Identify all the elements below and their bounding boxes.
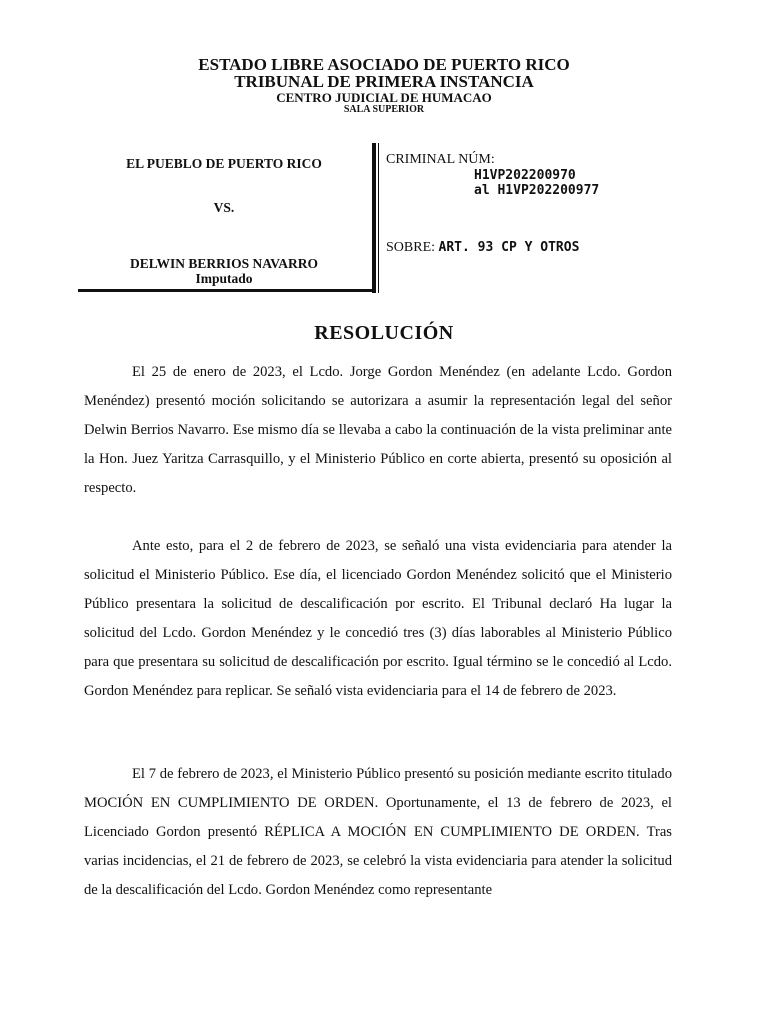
body-paragraph-1 (84, 358, 672, 503)
court-header-line-4: SALA SUPERIOR (343, 104, 425, 115)
versus-label: VS. (213, 200, 235, 215)
case-number-block (386, 152, 756, 198)
defendant-name: DELWIN BERRIOS NAVARRO (129, 256, 319, 271)
subject-value: ART. 93 CP Y OTROS (438, 240, 580, 255)
caption-divider-horizontal (78, 289, 376, 292)
body-paragraph-2 (84, 532, 672, 706)
case-number-label: CRIMINAL NÚM: (386, 152, 495, 167)
document-title: RESOLUCIÓN (314, 322, 454, 344)
court-header-line-1: ESTADO LIBRE ASOCIADO DE PUERTO RICO (198, 55, 570, 74)
paragraph: El 25 de enero de 2023, el Lcdo. Jorge Gordon Menéndez (en adelante Lcdo. Gordon Menéndez) presentó moción solicitando se autorizara a asumir la representación legal del señor Delwin Berrios Navarro. Ese mismo día se llevaba a cabo la continuación de la vista preliminar ante la Hon. Juez Yaritza Carrasquillo, y el Ministerio Público en corte abierta, presentó su oposición al respecto. (84, 364, 672, 496)
defendant-role: Imputado (195, 271, 253, 286)
plaintiff-name: EL PUEBLO DE PUERTO RICO (126, 156, 322, 171)
court-header-line-3: CENTRO JUDICIAL DE HUMACAO (276, 90, 492, 105)
subject-line (386, 240, 579, 256)
paragraph: Ante esto, para el 2 de febrero de 2023, se señaló una vista evidenciaria para atender la solicitud el Ministerio Público. Ese día, el licenciado Gordon Menéndez solicitó que el Ministerio Público presentara la solicitud de descalificación por escrito. El Tribunal declaró Ha lugar la solicitud del Lcdo. Gordon Menéndez y le concedió tres (3) días laborables al Ministerio Público para que presentara su solicitud de descalificación por escrito. Igual término se le concedió al Lcdo. Gordon Menéndez para replicar. Se señaló vista evidenciaria para el 14 de febrero de 2023. (84, 538, 672, 699)
caption-divider-vertical-thin (378, 143, 379, 293)
court-header-line-2: TRIBUNAL DE PRIMERA INSTANCIA (234, 72, 534, 91)
body-paragraph-3 (84, 760, 672, 905)
caption-divider-vertical (372, 143, 376, 293)
case-caption-parties (78, 144, 370, 294)
subject-label: SOBRE: (386, 240, 436, 255)
paragraph: El 7 de febrero de 2023, el Ministerio Público presentó su posición mediante escrito titulado MOCIÓN EN CUMPLIMIENTO DE ORDEN. Oportunamente, el 13 de febrero de 2023, el Licenciado Gordon presentó RÉPLICA A MOCIÓN EN CUMPLIMIENTO DE ORDEN. Tras varias incidencias, el 21 de febrero de 2023, se celebró la vista evidenciaria para atender la solicitud de la descalificación del Lcdo. Gordon Menéndez como representante (84, 766, 672, 898)
case-number-1: H1VP202200970 (474, 168, 576, 183)
case-number-2: al H1VP202200977 (474, 183, 600, 198)
